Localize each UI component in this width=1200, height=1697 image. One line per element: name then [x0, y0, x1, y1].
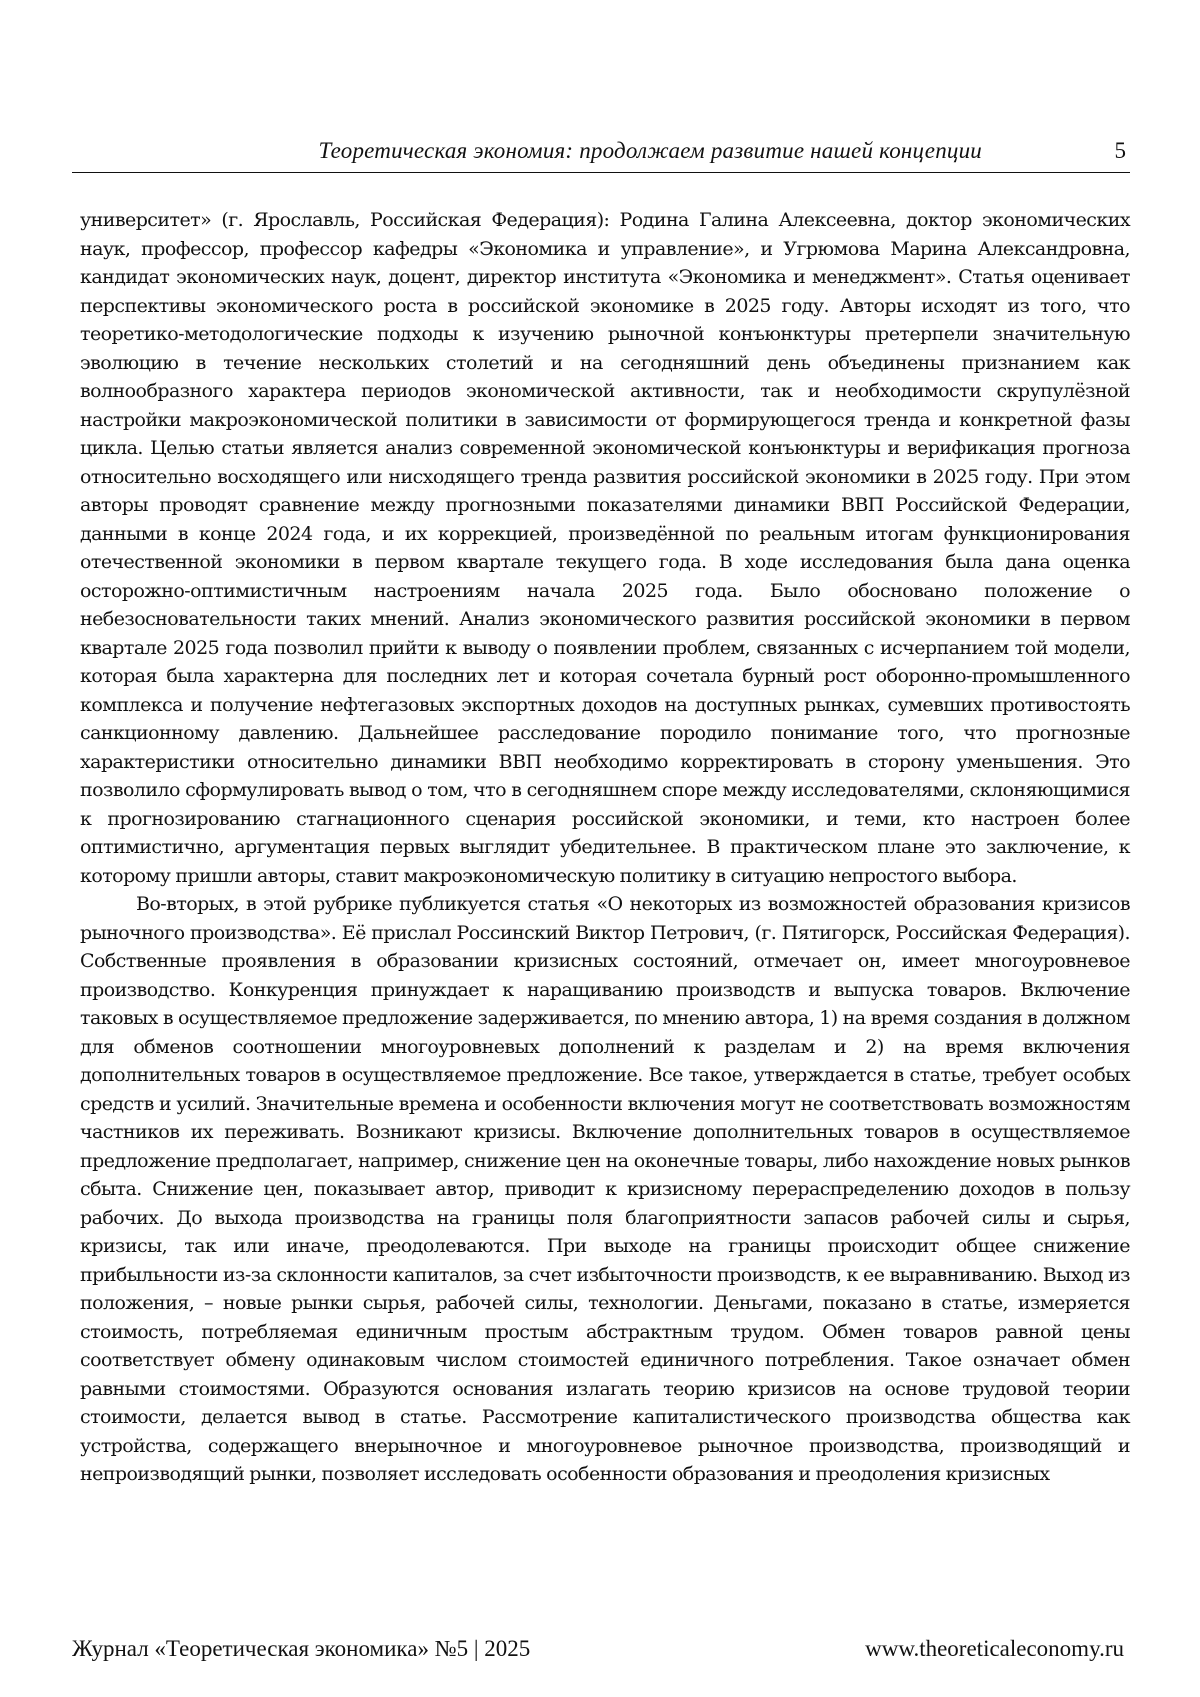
journal-name: Журнал «Теоретическая экономика» №5 | 2025 [72, 1636, 530, 1662]
running-title: Теоретическая экономия: продолжаем развитие нашей концепции [318, 138, 982, 164]
page-header [72, 138, 1130, 173]
page-number: 5 [1115, 138, 1127, 164]
journal-website: www.theoreticaleconomy.ru [865, 1636, 1124, 1662]
paragraph-2: Во-вторых, в этой рубрике публикуется статья «О некоторых из возможностей образования кризисов рыночного производства». Её прислал Россинский Виктор Петрович, (г. Пятигорск, Российская Федерация). Собственные проявления в образовании кризисных состояний, отмечает он, имеет многоуровневое производство. Конкуренция принуждает к наращиванию производств и выпуска товаров. Включение таковых в осуществляемое предложение задерживается, по мнению автора, 1) на время создания в должном для обменов соотношении многоуровневых дополнений к разделам и 2) на время включения дополнительных товаров в осуществляемое предложение. Все такое, утверждается в статье, требует особых средств и усилий. Значительные времена и особенности включения могут не соответствовать возможностям частников их переживать. Возникают кризисы. Включение дополнительных товаров в осуществляемое предложение предполагает, например, снижение цен на оконечные товары, либо нахождение новых рынков сбыта. Снижение цен, показывает автор, приводит к кризисному перераспределению доходов в пользу рабочих. До выхода производства на границы поля благоприятности запасов рабочей силы и сырья, кризисы, так или иначе, преодолеваются. При выходе на границы происходит общее снижение прибыльности из-за склонности капиталов, за счет избыточности производств, к ее выравниванию. Выход из положения, – новые рынки сырья, рабочей силы, технологии. Деньгами, показано в статье, измеряется стоимость, потребляемая единичным простым абстрактным трудом. Обмен товаров равной цены соответствует обмену одинаковым числом стоимостей единичного потребления. Такое означает обмен равными стоимостями. Образуются основания излагать теорию кризисов на основе трудовой теории стоимости, делается вывод в статье. Рассмотрение капиталистического производства общества как устройства, содержащего внерыночное и многоуровневое рыночное производства, производящий и непроизводящий рынки, позволяет исследовать особенности образования и преодоления кризисных [80, 890, 1130, 1489]
article-body [80, 206, 1130, 1489]
page-footer [72, 1636, 1130, 1668]
paragraph-1: университет» (г. Ярославль, Российская Федерация): Родина Галина Алексеевна, доктор экономических наук, профессор, профессор кафедры «Экономика и управление», и Угрюмова Марина Александровна, кандидат экономических наук, доцент, директор института «Экономика и менеджмент». Статья оценивает перспективы экономического роста в российской экономике в 2025 году. Авторы исходят из того, что теоретико-методологические подходы к изучению рыночной конъюнктуры претерпели значительную эволюцию в течение нескольких столетий и на сегодняшний день объединены признанием как волнообразного характера периодов экономической активности, так и необходимости скрупулёзной настройки макроэкономической политики в зависимости от формирующегося тренда и конкретной фазы цикла. Целью статьи является анализ современной экономической конъюнктуры и верификация прогноза относительно восходящего или нисходящего тренда развития российской экономики в 2025 году. При этом авторы проводят сравнение между прогнозными показателями динамики ВВП Российской Федерации, данными в конце 2024 года, и их коррекцией, произведённой по реальным итогам функционирования отечественной экономики в первом квартале текущего года. В ходе исследования была дана оценка осторожно-оптимистичным настроениям начала 2025 года. Было обосновано положение о небезосновательности таких мнений. Анализ экономического развития российской экономики в первом квартале 2025 года позволил прийти к выводу о появлении проблем, связанных с исчерпанием той модели, которая была характерна для последних лет и которая сочетала бурный рост оборонно-промышленного комплекса и получение нефтегазовых экспортных доходов на доступных рынках, сумевших противостоять санкционному давлению. Дальнейшее расследование породило понимание того, что прогнозные характеристики относительно динамики ВВП необходимо корректировать в сторону уменьшения. Это позволило сформулировать вывод о том, что в сегодняшнем споре между исследователями, склоняющимися к прогнозированию стагнационного сценария российской экономики, и теми, кто настроен более оптимистично, аргументация первых выглядит убедительнее. В практическом плане это заключение, к которому пришли авторы, ставит макроэкономическую политику в ситуацию непростого выбора. [80, 206, 1130, 890]
